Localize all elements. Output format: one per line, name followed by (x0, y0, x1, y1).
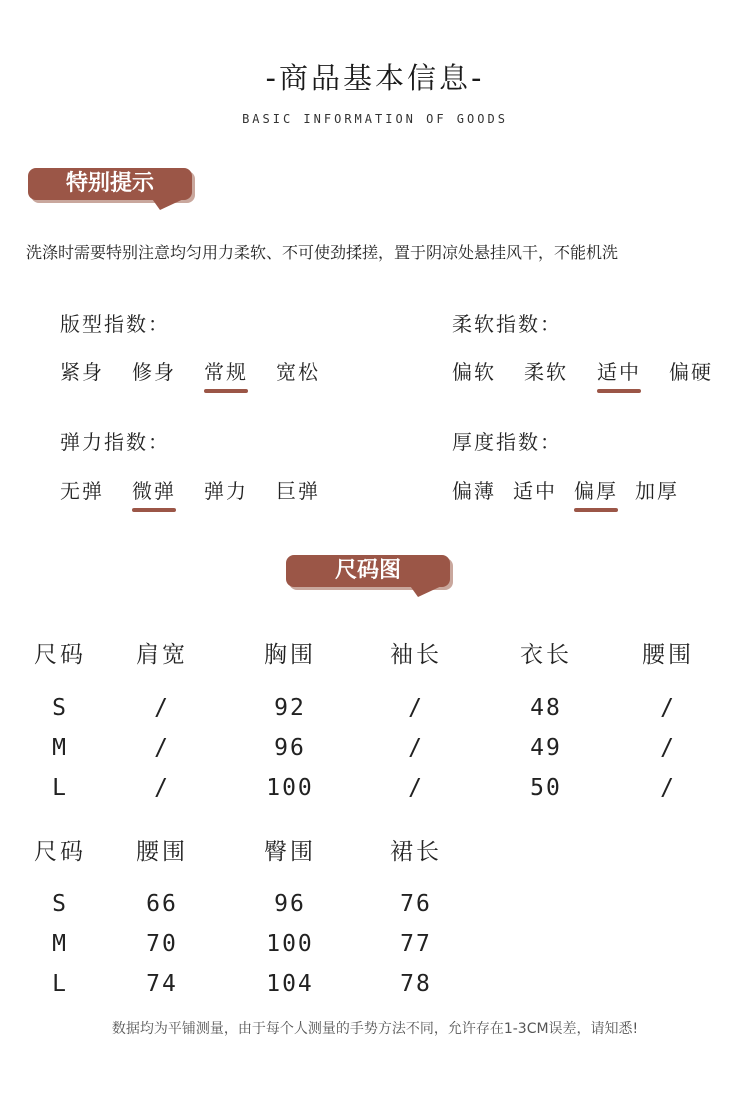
table-cell: / (154, 775, 170, 801)
table-cell: L (52, 971, 68, 997)
thickness-option-thick-selected: 偏厚 (574, 475, 618, 504)
top-header-shoulder: 肩宽 (136, 642, 188, 668)
elasticity-option-high: 巨弹 (276, 479, 320, 503)
table-cell: / (408, 775, 424, 801)
special-notice-badge-tail (150, 196, 192, 212)
elasticity-option-elastic: 弹力 (204, 479, 248, 503)
thickness-option-medium: 适中 (513, 479, 557, 503)
size-chart-badge-tail (408, 583, 450, 599)
elasticity-index-title: 弹力指数： (60, 430, 170, 454)
softness-option-medium-selected: 适中 (597, 356, 641, 385)
table-cell: 100 (266, 931, 314, 957)
table-cell: 96 (274, 735, 306, 761)
table-cell: 66 (146, 891, 178, 917)
size-chart-badge-label: 尺码图 (334, 558, 401, 583)
fit-option-regular-selected: 常规 (204, 356, 248, 385)
table-cell: / (154, 735, 170, 761)
top-header-chest: 胸围 (264, 642, 316, 668)
top-header-length: 衣长 (520, 642, 572, 668)
bottom-header-hip: 臀围 (264, 839, 316, 865)
top-header-sleeve: 袖长 (390, 642, 442, 668)
table-cell: 48 (530, 695, 562, 721)
table-cell: 49 (530, 735, 562, 761)
table-cell: / (154, 695, 170, 721)
page-title: -商品基本信息- (265, 61, 485, 95)
table-cell: / (408, 735, 424, 761)
table-cell: / (408, 695, 424, 721)
table-cell: L (52, 775, 68, 801)
fit-option-loose: 宽松 (276, 360, 320, 384)
table-cell: 92 (274, 695, 306, 721)
elasticity-option-slight-selected: 微弹 (132, 475, 176, 504)
top-header-size: 尺码 (34, 642, 86, 668)
thickness-index-title: 厚度指数： (452, 430, 562, 454)
table-cell: 74 (146, 971, 178, 997)
table-cell: S (52, 695, 68, 721)
softness-option-hard: 偏硬 (669, 360, 713, 384)
softness-option-very-soft: 柔软 (524, 360, 568, 384)
table-cell: M (52, 735, 68, 761)
special-notice-badge-label: 特别提示 (65, 171, 154, 196)
elasticity-option-none: 无弹 (60, 479, 104, 503)
table-cell: / (660, 735, 676, 761)
top-header-waist: 腰围 (642, 642, 694, 668)
page-subtitle: BASIC INFORMATION OF GOODS (242, 112, 508, 126)
table-cell: 76 (400, 891, 432, 917)
bottom-header-size: 尺码 (34, 839, 86, 865)
softness-option-soft: 偏软 (452, 360, 496, 384)
bottom-header-skirt-length: 裙长 (390, 839, 442, 865)
table-cell: 104 (266, 971, 314, 997)
table-cell: S (52, 891, 68, 917)
thickness-option-thin: 偏薄 (452, 479, 496, 503)
softness-index-title: 柔软指数： (452, 312, 562, 336)
fit-option-slim: 修身 (132, 360, 176, 384)
table-cell: / (660, 775, 676, 801)
fit-index-title: 版型指数： (60, 312, 170, 336)
table-cell: 50 (530, 775, 562, 801)
table-cell: / (660, 695, 676, 721)
table-cell: 70 (146, 931, 178, 957)
bottom-header-waist: 腰围 (136, 839, 188, 865)
table-cell: 77 (400, 931, 432, 957)
measurement-footnote: 数据均为平铺测量，由于每个人测量的手势方法不同，允许存在1-3CM误差，请知悉! (111, 1021, 639, 1037)
table-cell: 78 (400, 971, 432, 997)
special-notice-text: 洗涤时需要特别注意均匀用力柔软、不可使劲揉搓，置于阴凉处悬挂风干，不能机洗 (26, 243, 619, 262)
thickness-option-extra-thick: 加厚 (635, 479, 679, 503)
table-cell: M (52, 931, 68, 957)
table-cell: 96 (274, 891, 306, 917)
fit-option-tight: 紧身 (60, 360, 104, 384)
table-cell: 100 (266, 775, 314, 801)
